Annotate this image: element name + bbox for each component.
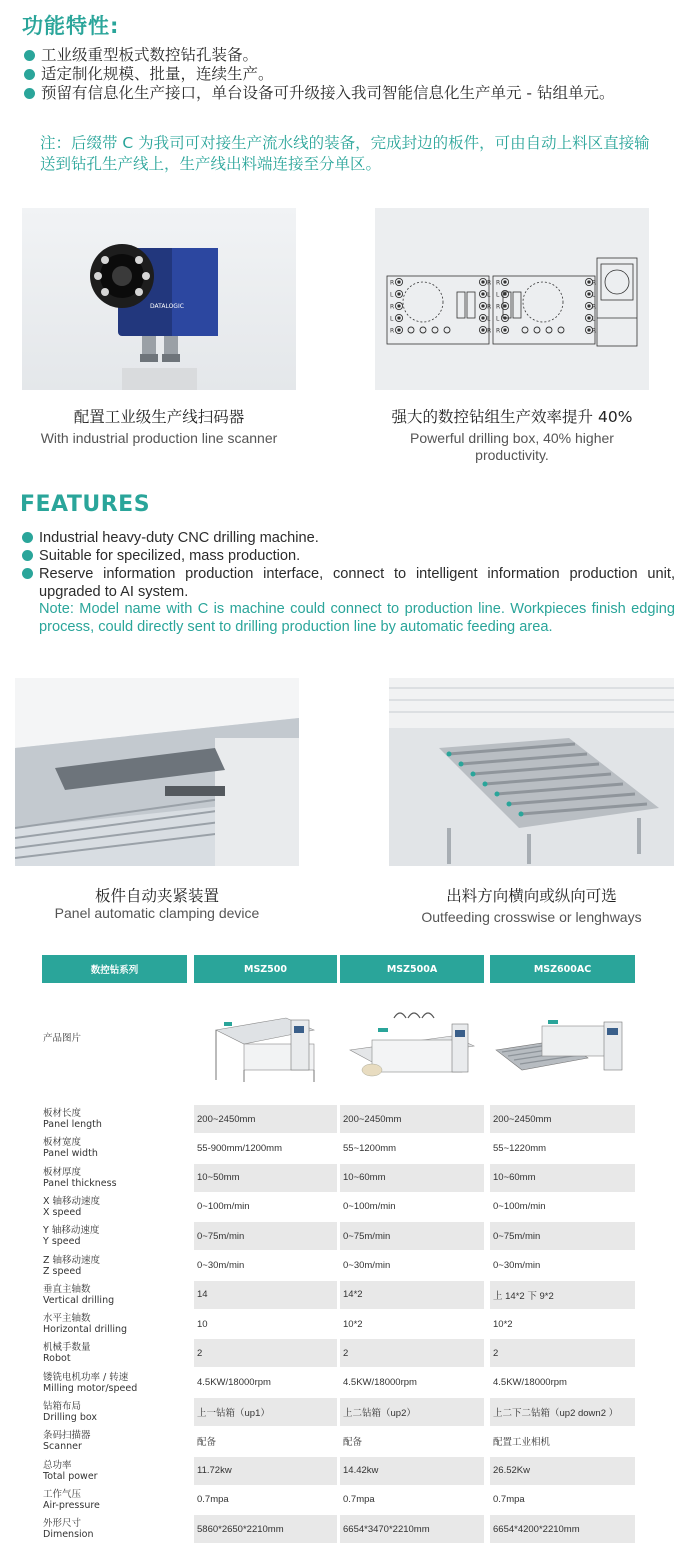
list-item: Suitable for specilized, mass production. — [20, 547, 675, 565]
drill-letter: R — [592, 279, 597, 287]
drill-bit-center-icon — [588, 317, 590, 319]
caption-outfeeding-cn: 出料方向横向或纵向可选 — [446, 887, 617, 905]
row-label-en: Panel width — [43, 1148, 98, 1160]
row-label-cn: Z 轴移动速度 — [43, 1254, 101, 1266]
table-cell: 0~30m/min — [197, 1260, 245, 1271]
drill-bit-center-icon — [398, 293, 400, 295]
table-cell: 200~2450mm — [490, 1105, 635, 1133]
product-image-msz500a — [342, 1000, 482, 1088]
drill-letter: L — [496, 315, 500, 323]
table-cell: 6654*4200*2210mm — [490, 1515, 635, 1543]
drill-letter: L — [487, 291, 491, 299]
row-label-cn: 板材厚度 — [43, 1166, 82, 1178]
caption-drilling-cn: 强大的数控钻组生产效率提升 40% — [391, 408, 633, 426]
table-cell: 14*2 — [340, 1281, 484, 1309]
row-label — [43, 1255, 100, 1277]
drill-letter: R — [592, 303, 597, 311]
drill-letter: R — [390, 303, 395, 311]
table-cell: 200~2450mm — [340, 1105, 484, 1133]
table-cell: 0~75m/min — [194, 1222, 337, 1250]
caption-clamping-cn: 板件自动夹紧装置 — [94, 887, 219, 905]
cn-features-title: 功能特性: — [22, 14, 120, 38]
row-label-cn: 镂铣电机功率 / 转速 — [43, 1371, 129, 1383]
row-label-en: Robot — [43, 1353, 71, 1365]
drill-bit-center-icon — [588, 305, 590, 307]
caption-outfeeding-en: Outfeeding crosswise or lenghways — [421, 909, 642, 925]
drill-letter: L — [487, 315, 491, 323]
row-label — [43, 1518, 94, 1540]
drill-letter: R — [390, 279, 395, 287]
row-label — [43, 1430, 91, 1452]
cn-feature-list — [22, 46, 662, 103]
row-label-cn: 工作气压 — [43, 1488, 82, 1500]
table-cell: 0~75m/min — [340, 1222, 484, 1250]
table-cell: 上 14*2 下 9*2 — [490, 1281, 635, 1309]
en-feature-list — [20, 529, 675, 601]
row-label-en: Z speed — [43, 1265, 82, 1277]
caption-scanner-cn: 配置工业级生产线扫码器 — [73, 408, 245, 426]
drill-bit-center-icon — [588, 293, 590, 295]
row-label-en: Scanner — [43, 1441, 82, 1453]
row-label-cn: Y 轴移动速度 — [43, 1225, 100, 1237]
row-label — [43, 1489, 100, 1511]
table-cell: 4.5KW/18000rpm — [197, 1377, 271, 1389]
list-item: 适定制化规模、批量，连续生产。 — [22, 65, 662, 84]
row-label-en: Air-pressure — [43, 1499, 100, 1511]
row-label-en: Drilling box — [43, 1412, 98, 1423]
clamping-device-photo — [15, 678, 299, 866]
row-label — [43, 1196, 100, 1218]
row-label — [43, 1137, 98, 1159]
table-cell: 2 — [194, 1339, 337, 1367]
table-cell: 10 — [197, 1318, 208, 1330]
drill-bit-center-icon — [588, 329, 590, 331]
table-cell: 上二钻箱（up2） — [340, 1398, 484, 1426]
product-image-msz600ac — [492, 1000, 632, 1088]
drill-bit-center-icon — [504, 305, 506, 307]
table-cell: 10~60mm — [340, 1164, 484, 1192]
table-cell: 55~1220mm — [493, 1142, 547, 1154]
row-label-en: Panel length — [43, 1119, 102, 1130]
table-cell: 配备 — [343, 1437, 363, 1449]
row-label — [43, 1167, 117, 1189]
row-label — [43, 1108, 102, 1130]
image-row-label: 产品图片 — [43, 1033, 82, 1044]
drilling-box-diagram — [375, 208, 649, 390]
table-cell: 6654*3470*2210mm — [340, 1515, 484, 1543]
list-item: 工业级重型板式数控钻孔装备。 — [22, 46, 662, 65]
table-header-msz600ac: MSZ600AC — [490, 955, 635, 983]
drill-bit-center-icon — [398, 305, 400, 307]
drill-letter: R — [487, 279, 492, 287]
row-label-cn: 垂直主轴数 — [43, 1283, 91, 1295]
drill-letter: R — [496, 279, 501, 287]
en-features-title: FEATURES — [20, 492, 151, 517]
table-cell: 55~1200mm — [343, 1142, 397, 1154]
drill-bit-center-icon — [482, 281, 484, 283]
table-cell: 4.5KW/18000rpm — [493, 1377, 567, 1389]
table-cell: 10~50mm — [194, 1164, 337, 1192]
row-label-en: Milling motor/speed — [43, 1382, 138, 1394]
table-cell: 0~30m/min — [493, 1260, 541, 1271]
cn-note: 注：后缀带 C 为我司可对接生产流水线的装备，完成封边的板件，可由自动上料区直接输送到钻孔生产线上，生产线出料端连接至分单区。 — [40, 134, 650, 173]
drill-bit-center-icon — [482, 293, 484, 295]
row-label — [43, 1460, 98, 1482]
table-cell: 上二下二钻箱（up2 down2 ） — [490, 1398, 635, 1426]
drill-bit-center-icon — [504, 281, 506, 283]
table-header-series: 数控钻系列 — [42, 955, 187, 983]
table-cell: 0~100m/min — [197, 1201, 250, 1213]
drill-letter: L — [496, 291, 500, 299]
drill-letter: R — [496, 303, 501, 311]
row-label-en: Horizontal drilling — [43, 1324, 128, 1336]
table-cell: 0~100m/min — [343, 1201, 396, 1213]
bullet-dot-icon — [22, 532, 33, 543]
caption-drilling-en: Powerful drilling box, 40% higher productivity. — [410, 430, 614, 463]
bullet-dot-icon — [24, 88, 35, 99]
row-label — [43, 1342, 91, 1364]
bullet-dot-icon — [24, 50, 35, 61]
table-cell: 0~100m/min — [493, 1201, 546, 1213]
table-cell: 14.42kw — [340, 1457, 484, 1485]
drill-letter: L — [390, 315, 394, 323]
drill-letter: L — [390, 291, 394, 299]
product-image-msz500 — [196, 1000, 334, 1088]
row-label-en: Panel thickness — [43, 1177, 117, 1189]
drill-bit-center-icon — [398, 281, 400, 283]
table-cell: 10*2 — [343, 1318, 363, 1330]
table-cell: 0~75m/min — [490, 1222, 635, 1250]
table-cell: 0~30m/min — [343, 1260, 391, 1271]
drill-bit-center-icon — [398, 317, 400, 319]
drill-letter: R — [487, 327, 492, 335]
row-label-cn: X 轴移动速度 — [43, 1195, 101, 1207]
camera-brand-text: DATALOGIC — [150, 303, 184, 310]
drill-bit-center-icon — [398, 329, 400, 331]
drill-letter: R — [496, 327, 501, 335]
table-cell: 14 — [194, 1281, 337, 1309]
outfeeding-photo — [389, 678, 674, 866]
list-item: 预留有信息化生产接口，单台设备可升级接入我司智能信息化生产单元 - 钻组单元。 — [22, 84, 662, 103]
table-cell: 26.52Kw — [490, 1457, 635, 1485]
table-header-msz500a: MSZ500A — [340, 955, 484, 983]
row-label-en: Dimension — [43, 1529, 94, 1541]
caption-scanner-en: With industrial production line scanner — [40, 430, 278, 446]
table-cell: 上一钻箱（up1） — [194, 1398, 337, 1426]
row-label-en: X speed — [43, 1206, 82, 1218]
table-cell: 200~2450mm — [194, 1105, 337, 1133]
row-label-cn: 钻箱布局 — [43, 1401, 82, 1412]
drill-bit-center-icon — [482, 305, 484, 307]
table-cell: 11.72kw — [194, 1457, 337, 1485]
bullet-dot-icon — [24, 69, 35, 80]
row-label-cn: 板材长度 — [43, 1108, 82, 1119]
table-cell: 55-900mm/1200mm — [197, 1142, 283, 1154]
row-label-cn: 机械手数量 — [43, 1342, 91, 1354]
drill-bit-center-icon — [588, 281, 590, 283]
row-label — [43, 1401, 97, 1423]
row-label — [43, 1372, 137, 1394]
row-label-cn: 外形尺寸 — [43, 1518, 82, 1530]
row-label-en: Vertical drilling — [43, 1294, 115, 1306]
drill-bit-center-icon — [504, 329, 506, 331]
drill-bit-center-icon — [482, 329, 484, 331]
drill-bit-center-icon — [504, 317, 506, 319]
drill-letter: L — [592, 291, 596, 299]
scanner-photo — [22, 208, 296, 390]
table-cell: 2 — [340, 1339, 484, 1367]
row-label-cn: 水平主轴数 — [43, 1313, 91, 1325]
drill-letter: R — [487, 303, 492, 311]
table-cell: 4.5KW/18000rpm — [343, 1377, 417, 1389]
bullet-dot-icon — [22, 568, 33, 579]
en-note: Note: Model name with C is machine could connect to production line. Workpieces finish edging process, could directly sent to drilling production line by automatic feeding area. — [39, 601, 675, 635]
caption-clamping-en: Panel automatic clamping device — [54, 905, 260, 921]
list-item: Reserve information production interface, connect to intelligent information production unit, upgraded to AI system. — [20, 565, 675, 601]
table-cell: 配置工业相机 — [493, 1437, 551, 1449]
row-label — [43, 1284, 114, 1306]
row-label — [43, 1225, 99, 1247]
row-label-cn: 条码扫描器 — [43, 1430, 91, 1442]
row-label-cn: 总功率 — [43, 1459, 72, 1471]
list-item: Industrial heavy-duty CNC drilling machine. — [20, 529, 675, 547]
drill-bit-center-icon — [482, 317, 484, 319]
row-label-cn: 板材宽度 — [43, 1137, 82, 1149]
table-cell: 2 — [490, 1339, 635, 1367]
drill-letter: R — [390, 327, 395, 335]
row-label — [43, 1313, 127, 1335]
row-label-en: Y speed — [43, 1236, 81, 1248]
bullet-dot-icon — [22, 550, 33, 561]
drill-letter: L — [592, 315, 596, 323]
table-cell: 5860*2650*2210mm — [194, 1515, 337, 1543]
drill-bit-center-icon — [504, 293, 506, 295]
table-cell: 0.7mpa — [197, 1494, 229, 1506]
table-cell: 0.7mpa — [493, 1494, 525, 1506]
table-cell: 10~60mm — [490, 1164, 635, 1192]
row-label-en: Total power — [43, 1470, 98, 1482]
table-cell: 0.7mpa — [343, 1494, 375, 1506]
table-cell: 10*2 — [493, 1318, 513, 1330]
table-header-msz500: MSZ500 — [194, 955, 337, 983]
table-cell: 配备 — [197, 1437, 217, 1449]
drill-letter: R — [592, 327, 597, 335]
